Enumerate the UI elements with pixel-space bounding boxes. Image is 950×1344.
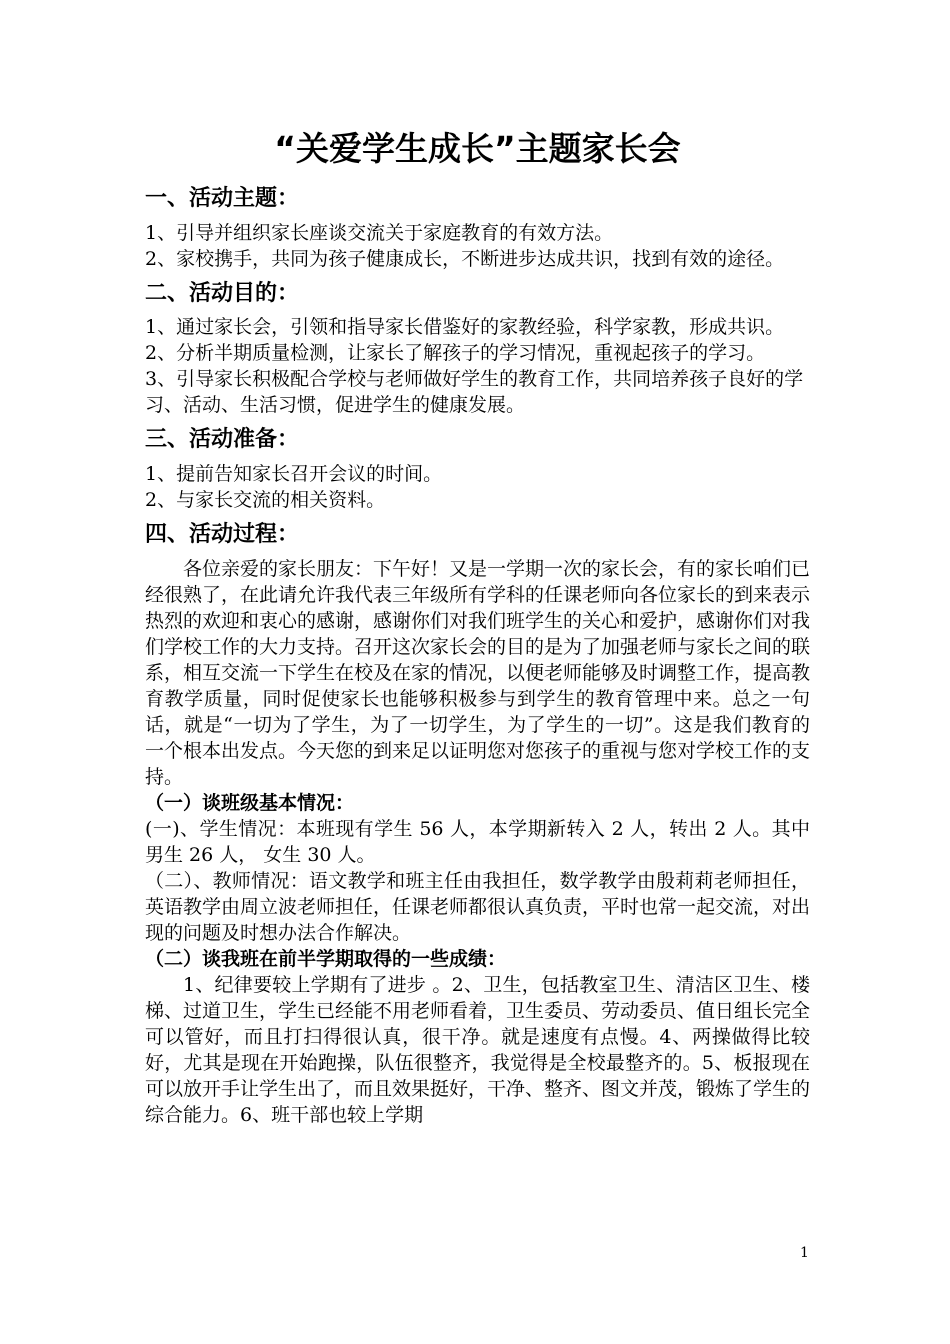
preparation-item-1: 1、提前告知家长召开会议的时间。 [145, 463, 443, 486]
section-heading-theme: 一、活动主题： [145, 186, 300, 212]
purpose-item-1: 1、通过家长会，引领和指导家长借鉴好的家教经验，科学家教，形成共识。 [145, 316, 785, 339]
subsection-heading-class-info: （一）谈班级基本情况： [145, 791, 355, 814]
document-title: “关爱学生成长”主题家长会 [274, 129, 681, 168]
section-heading-process: 四、活动过程： [145, 522, 300, 548]
process-intro-paragraph: 各位亲爱的家长朋友：下午好！又是一学期一次的家长会，有的家长咱们已经很熟了，在此请允许我代表三年级所有学科的任课老师向各位家长的到来表示热烈的欢迎和衷心的感谢，感谢你们对我们班学生的关心和爱护，感谢你们对我们学校工作的大力支持。召开这次家长会的目的是为了加强老师与家长之间的联系，相互交流一下学生在校及在家的情况，以便老师能够及时调整工作，提高教育教学质量，同时促使家长也能够积极参与到学生的教育管理中来。总之一句话，就是“一切为了学生，为了一切学生，为了学生的一切”。这是我们教育的一个根本出发点。今天您的到来足以证明您对您孩子的重视与您对学校工作的支持。 [145, 557, 811, 788]
achievements-paragraph: 1、纪律要较上学期有了进步 。2、卫生，包括教室卫生、清洁区卫生、楼梯、过道卫生，学生已经能不用老师看着，卫生委员、劳动委员、值日组长完全可以管好，而且打扫得很认真，很干净。就是速度有点慢。4、两操做得比较好，尤其是现在开始跑操，队伍很整齐，我觉得是全校最整齐的。5、板报现在可以放开手让学生出了，而且效果挺好，干净、整齐、图文并茂，锻炼了学生的综合能力。6、班干部也较上学期 [145, 973, 811, 1126]
theme-item-2: 2、家校携手，共同为孩子健康成长，不断进步达成共识，找到有效的途径。 [145, 247, 785, 270]
purpose-item-2: 2、分析半期质量检测，让家长了解孩子的学习情况，重视起孩子的学习。 [145, 342, 766, 365]
subsection-heading-achievements: （二）谈我班在前半学期取得的一些成绩： [145, 947, 507, 970]
document-body [145, 128, 810, 1128]
preparation-item-2: 2、与家长交流的相关资料。 [145, 489, 386, 512]
section-heading-purpose: 二、活动目的： [145, 280, 300, 306]
teacher-info-paragraph: （二）、教师情况：语文教学和班主任由我担任，数学教学由殷莉莉老师担任，英语教学由周立波老师担任，任课老师都很认真负责，平时也常一起交流，对出现的问题及时想办法合作解决。 [145, 869, 811, 944]
student-info-paragraph: (一)、学生情况：本班现有学生 56 人，本学期新转入 2 人，转出 2 人。其中男生 26 人， 女生 30 人。 [145, 817, 810, 866]
page-number: 1 [800, 1245, 809, 1261]
section-heading-preparation: 三、活动准备： [145, 427, 300, 453]
theme-item-1: 1、引导并组织家长座谈交流关于家庭教育的有效方法。 [145, 221, 614, 244]
purpose-item-3: 3、引导家长积极配合学校与老师做好学生的教育工作，共同培养孩子良好的学习、活动、生活习惯，促进学生的健康发展。 [145, 368, 804, 417]
